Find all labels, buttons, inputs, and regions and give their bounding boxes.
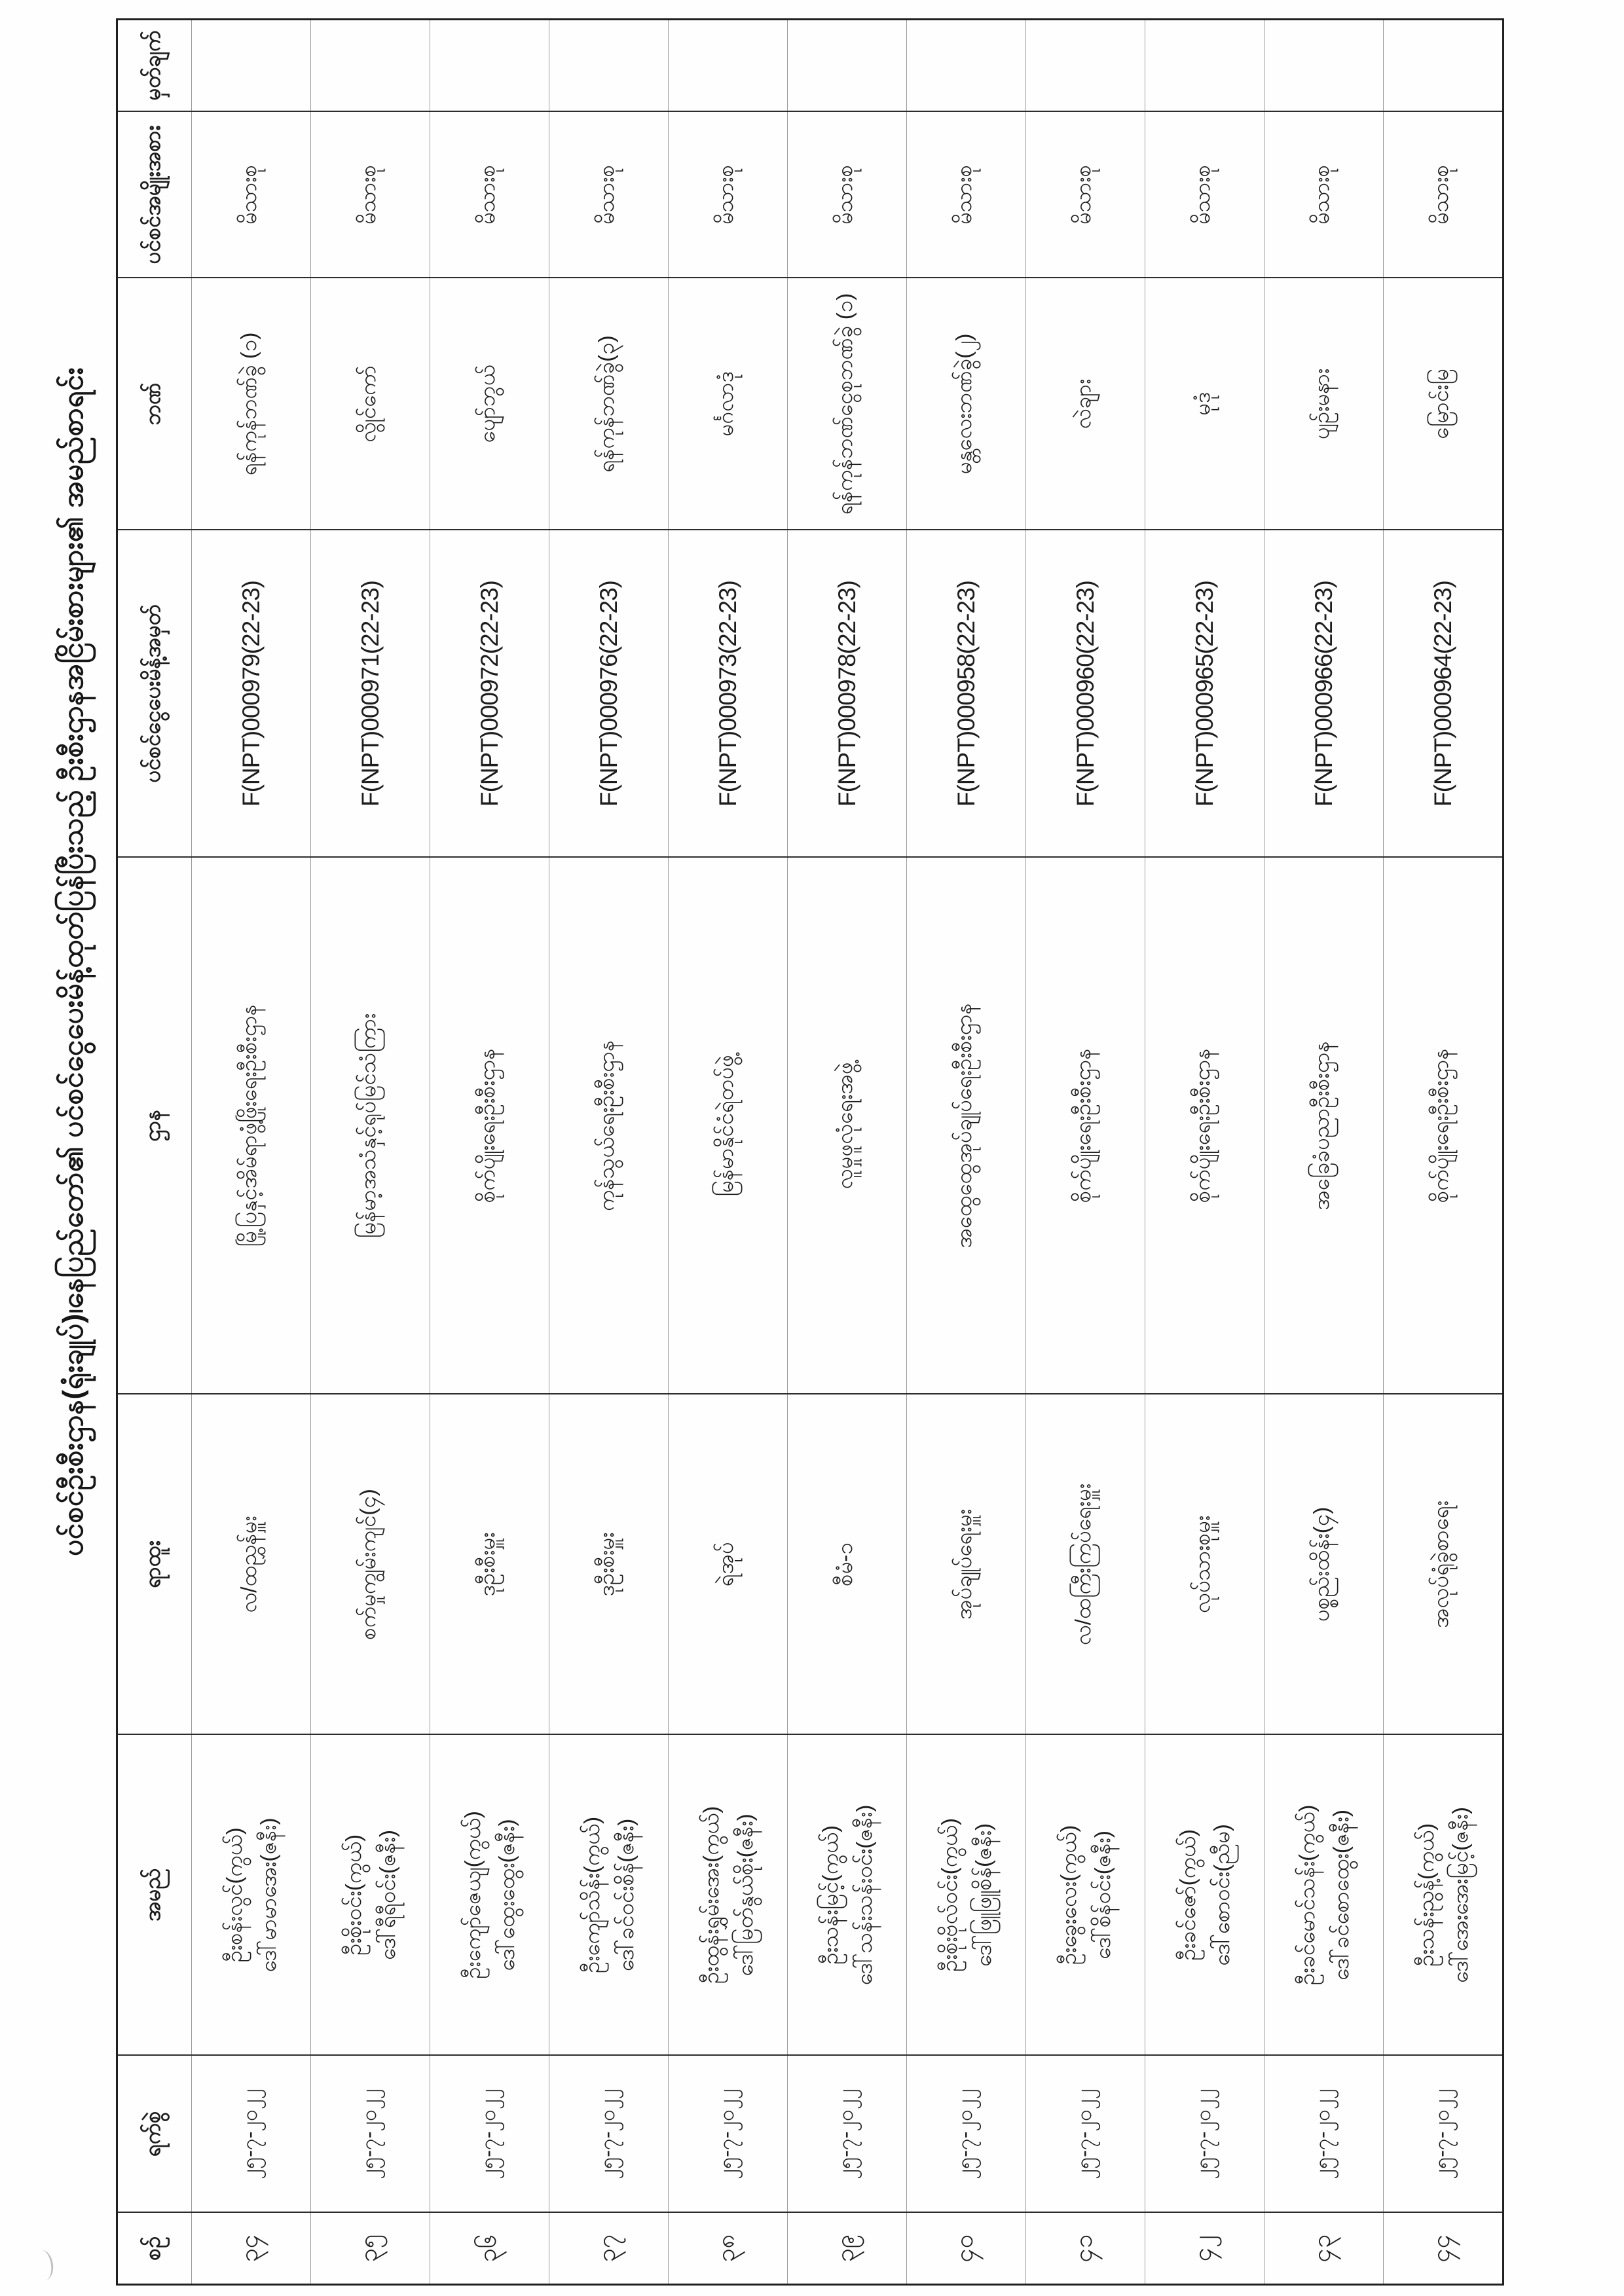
survivor-name: ဒေါ်အေးအေးမြင့်(ဇနီး) [1447, 1806, 1472, 1984]
cell-position: ပစ္စည်းထိန်း(၄) [1264, 1394, 1384, 1735]
cell-date: ၂၅-၇-၂၀၂၂ [430, 2056, 549, 2213]
cell-remark [907, 20, 1026, 112]
cell-department: စိုက်ပျိုးရေးဦးစီးဌာန [1026, 858, 1145, 1394]
cell-order-no: F(NPT)000964(22-23) [1384, 530, 1504, 858]
header-bank: ဘဏ် [117, 278, 192, 530]
cell-department: အထွေထွေအုပ်ချုပ်ရေးဦးစီးဌာန [907, 858, 1026, 1394]
cell-bank: မင်္ဂလာဒုံ [669, 278, 788, 530]
cell-order-no: F(NPT)000960(22-23) [1026, 530, 1145, 858]
cell-name [1384, 1735, 1504, 2056]
cell-bank: လဲချား [1026, 278, 1145, 530]
cell-remark [788, 20, 907, 112]
cell-remark [669, 20, 788, 112]
cell-bank: လွိုင်ကော် [311, 278, 430, 530]
pensioner-name: ဦးသန်းညွန့်(ကွယ်) [1414, 1823, 1439, 1967]
cell-name [192, 1735, 311, 2056]
cell-serial: ၃၈ [669, 2213, 788, 2285]
cell-position: အုပ်ချုပ်ရေးမှူး [907, 1394, 1026, 1735]
cell-date: ၂၅-၇-၂၀၂၂ [907, 2056, 1026, 2213]
cell-bank: ပျဉ်းမနား [1264, 278, 1384, 530]
table-row [311, 20, 430, 2285]
cell-date: ၂၅-၇-၂၀၂၂ [1384, 2056, 1504, 2213]
cell-bank: ပျော်ဘွယ် [430, 278, 549, 530]
pensioner-name: ဦးစန်းလွင်(ကွယ်) [222, 1827, 247, 1963]
survivor-name: ဒေါ်မာမာအေး(ဇနီး) [255, 1817, 280, 1973]
cell-position: ဒုဦးစီးမှူး [549, 1394, 669, 1735]
pensioner-name: ဦးကျော်ဇေယျ(ကွယ်) [460, 1811, 485, 1979]
cell-remark [1145, 20, 1264, 112]
header-date: ရက်စွဲ [117, 2056, 192, 2213]
table-row [430, 20, 549, 2285]
pensioner-name: ဦးခင်ဇော်(ကွယ်) [1175, 1829, 1200, 1961]
header-serial: စဉ် [117, 2213, 192, 2285]
pensioner-name: ဦးသန်းမြင့်(ကွယ်) [818, 1825, 843, 1965]
cell-date: ၂၅-၇-၂၀၂၂ [1026, 2056, 1145, 2213]
cell-position: လုပ်သားစုမှူး [1145, 1394, 1264, 1735]
table-row [788, 20, 907, 2285]
cell-pension-type: မိသားစု [669, 112, 788, 278]
pension-table-body [192, 20, 1504, 2285]
cell-name [788, 1735, 907, 2056]
cell-name [1145, 1735, 1264, 2056]
cell-pension-type: မိသားစု [907, 112, 1026, 278]
survivor-name: ဒေါ်မြတ်နွယ်စိုး(ဇနီး) [732, 1813, 757, 1977]
cell-remark [549, 20, 669, 112]
cell-pension-type: မိသားစု [192, 112, 311, 278]
cell-department: မြို့ပြနှင့်အိမ်ရာဖွံ့ဖြိုးရေးဦးစီးဌာန [192, 858, 311, 1394]
cell-department: အခြေခံပညာဦးစီးဌာန [1264, 858, 1384, 1394]
cell-pension-type: မိသားစု [1264, 112, 1384, 278]
cell-department: စိုက်ပျိုးရေးဦးစီးဌာန [1145, 858, 1264, 1394]
header-department: ဌာန [117, 858, 192, 1394]
header-remark: မှတ်ချက် [117, 20, 192, 112]
header-order-no: ပင်စင်ငွေပေးမိန့်အမှတ် [117, 530, 192, 858]
cell-name [430, 1735, 549, 2056]
cell-serial: ၃၆ [430, 2213, 549, 2285]
survivor-name: ဒေါ်ရီရီဝင်း(ဇနီး) [375, 1830, 399, 1960]
cell-date: ၂၅-၇-၂၀၂၂ [311, 2056, 430, 2213]
cell-order-no: F(NPT)000971(22-23) [311, 530, 430, 858]
cell-date: ၂၅-၇-၂၀၂၂ [788, 2056, 907, 2213]
cell-serial: ၄၁ [1026, 2213, 1145, 2285]
table-header-row [117, 20, 192, 2285]
pensioner-name: ဦးစိုးဝင်း(ကွယ်) [341, 1834, 366, 1956]
cell-department: စိုက်ပျိုးရေးဦးစီးဌာန [430, 858, 549, 1394]
cell-serial: ၄၂ [1145, 2213, 1264, 2285]
cell-bank: မန္တလေးဘဏ်ခွဲ(၂) [907, 278, 1026, 530]
cell-pension-type: မိသားစု [1145, 112, 1264, 278]
cell-bank: မုဒုံ [1145, 278, 1264, 530]
cell-name [669, 1735, 788, 2056]
cell-bank: ရန်ကုန်ဘဏ်ခွဲ(၃) [549, 278, 669, 530]
table-row [669, 20, 788, 2285]
cell-date: ၂၅-၇-၂၀၂၂ [669, 2056, 788, 2213]
cell-name [549, 1735, 669, 2056]
table-row [1384, 20, 1504, 2285]
cell-order-no: F(NPT)000976(22-23) [549, 530, 669, 858]
cell-serial: ၃၄ [192, 2213, 311, 2285]
cell-serial: ၃၅ [311, 2213, 430, 2285]
cell-name [1026, 1735, 1145, 2056]
cell-serial: ၄၄ [1384, 2213, 1504, 2285]
cell-serial: ၃၇ [549, 2213, 669, 2285]
cell-order-no: F(NPT)000966(22-23) [1264, 530, 1384, 858]
cell-date: ၂၅-၇-၂၀၂၂ [1145, 2056, 1264, 2213]
cell-order-no: F(NPT)000978(22-23) [788, 530, 907, 858]
cell-position: လ/ထညွှန်မှူး [192, 1394, 311, 1735]
cell-position: ရဲအုပ် [669, 1394, 788, 1735]
table-row [907, 20, 1026, 2285]
cell-bank: ရန်ကုန်ဘဏ်ငွေစုဘဏ်ခွဲ (၁) [788, 278, 907, 530]
cell-order-no: F(NPT)000979(22-23) [192, 530, 311, 858]
cell-serial: ၄၃ [1264, 2213, 1384, 2285]
cell-position: အလုပ်ရုံခွဲစာရေး [1384, 1394, 1504, 1735]
cell-serial: ၃၉ [788, 2213, 907, 2285]
cell-remark [1264, 20, 1384, 112]
cell-remark [1384, 20, 1504, 112]
cell-order-no: F(NPT)000965(22-23) [1145, 530, 1264, 858]
pencil-mark [32, 2249, 55, 2282]
cell-pension-type: မိသားစု [788, 112, 907, 278]
cell-position: လ/ထကြီးကြပ်ရေးမှူး [1026, 1394, 1145, 1735]
survivor-name: ဒေါ်ခင်စောထွေး(ဇနီး) [1328, 1810, 1353, 1980]
document-title: ပင်စင်ဦးစီးဌာန(ရုံးချုပ်)၊နေပြည်တော်၏ ပင်စင်ငွေပေးမိန့်ထုတ်ပြန်ပြီးသည့် ဦးစီးဌာနအငြိမ်းစားများ၏ အမည်စာရင်း [57, 367, 89, 1556]
cell-department: လူမှုဖူလုံရေးအဖွဲ့ [788, 858, 907, 1394]
header-position: ရာထူး [117, 1394, 192, 1735]
pensioner-name: ဦးခင်မောင်သန်း(ကွယ်) [1295, 1804, 1320, 1986]
cell-remark [430, 20, 549, 112]
cell-pension-type: မိသားစု [311, 112, 430, 278]
pensioner-name: ဦးကျော်သိန်း(ကွယ်) [580, 1816, 604, 1974]
survivor-name: ဒေါ်ခင်ဝင်းစိန်(ဇနီး) [613, 1818, 638, 1972]
survivor-name: ဒေါ်သန်းသန်းဝင်း(ဇနီး) [851, 1804, 876, 1986]
cell-date: ၂၅-၇-၂၀၂၂ [1264, 2056, 1384, 2213]
cell-pension-type: မိသားစု [1384, 112, 1504, 278]
cell-remark [311, 20, 430, 112]
cell-department: ကုန်သွယ်ရေးဦးစီးဌာန [549, 858, 669, 1394]
pension-table [116, 18, 1504, 2286]
cell-bank: မြောင်းမြ [1384, 278, 1504, 530]
cell-position: စက်မှုကျွမ်းကျင်(၄) [311, 1394, 430, 1735]
cell-pension-type: မိသားစု [549, 112, 669, 278]
survivor-name: ဒေါ်ထွေးထွေး(ဇနီး) [494, 1819, 519, 1971]
survivor-name: ဒေါ်စောဝင်း(ညီမ) [1209, 1824, 1234, 1966]
cell-order-no: F(NPT)000973(22-23) [669, 530, 788, 858]
cell-remark [1026, 20, 1145, 112]
pensioner-name: ဦးထွန်းရွှမ်းအေး(ကွယ်) [699, 1806, 724, 1984]
table-row [1026, 20, 1145, 2285]
table-row [192, 20, 311, 2285]
pensioner-name: ဦးခွေးလေး(ကွယ်) [1056, 1825, 1081, 1965]
cell-position: ဒုဦးစီးမှူး [430, 1394, 549, 1735]
cell-date: ၂၅-၇-၂၀၂၂ [192, 2056, 311, 2213]
header-name: အမည် [117, 1735, 192, 2056]
cell-serial: ၄၀ [907, 2213, 1026, 2285]
cell-order-no: F(NPT)000972(22-23) [430, 530, 549, 858]
cell-department: စိုက်ပျိုးရေးဦးစီးဌာန [1384, 858, 1504, 1394]
cell-remark [192, 20, 311, 112]
cell-pension-type: မိသားစု [430, 112, 549, 278]
cell-name [311, 1735, 430, 2056]
cell-order-no: F(NPT)000958(22-23) [907, 530, 1026, 858]
cell-department: မြန်မာ့အသံနှင့်ရုပ်မြင်သံကြား [311, 858, 430, 1394]
survivor-name: ဒေါ်စိန်ဝင်း(ဇနီး) [1090, 1831, 1115, 1959]
table-row [1264, 20, 1384, 2285]
table-row [549, 20, 669, 2285]
table-row [1145, 20, 1264, 2285]
header-pension-type: ပင်စင်အမျိုးအစား [117, 112, 192, 278]
cell-date: ၂၅-၇-၂၀၂၂ [549, 2056, 669, 2213]
cell-pension-type: မိသားစု [1026, 112, 1145, 278]
pensioner-name: ဦးစိုးဗိုလ်ဝင်း(ကွယ်) [937, 1818, 962, 1972]
cell-position: စီမံ-၁ [788, 1394, 907, 1735]
cell-bank: ရန်ကုန်ဘဏ်ခွဲ (၁) [192, 278, 311, 530]
cell-name [1264, 1735, 1384, 2056]
cell-name [907, 1735, 1026, 2056]
cell-department: မြန်မာနိုင်ငံရဲတပ်ဖွဲ့ [669, 858, 788, 1394]
survivor-name: ဒေါ်ဖြူဖြူစိန်(ဇနီး) [970, 1823, 995, 1967]
